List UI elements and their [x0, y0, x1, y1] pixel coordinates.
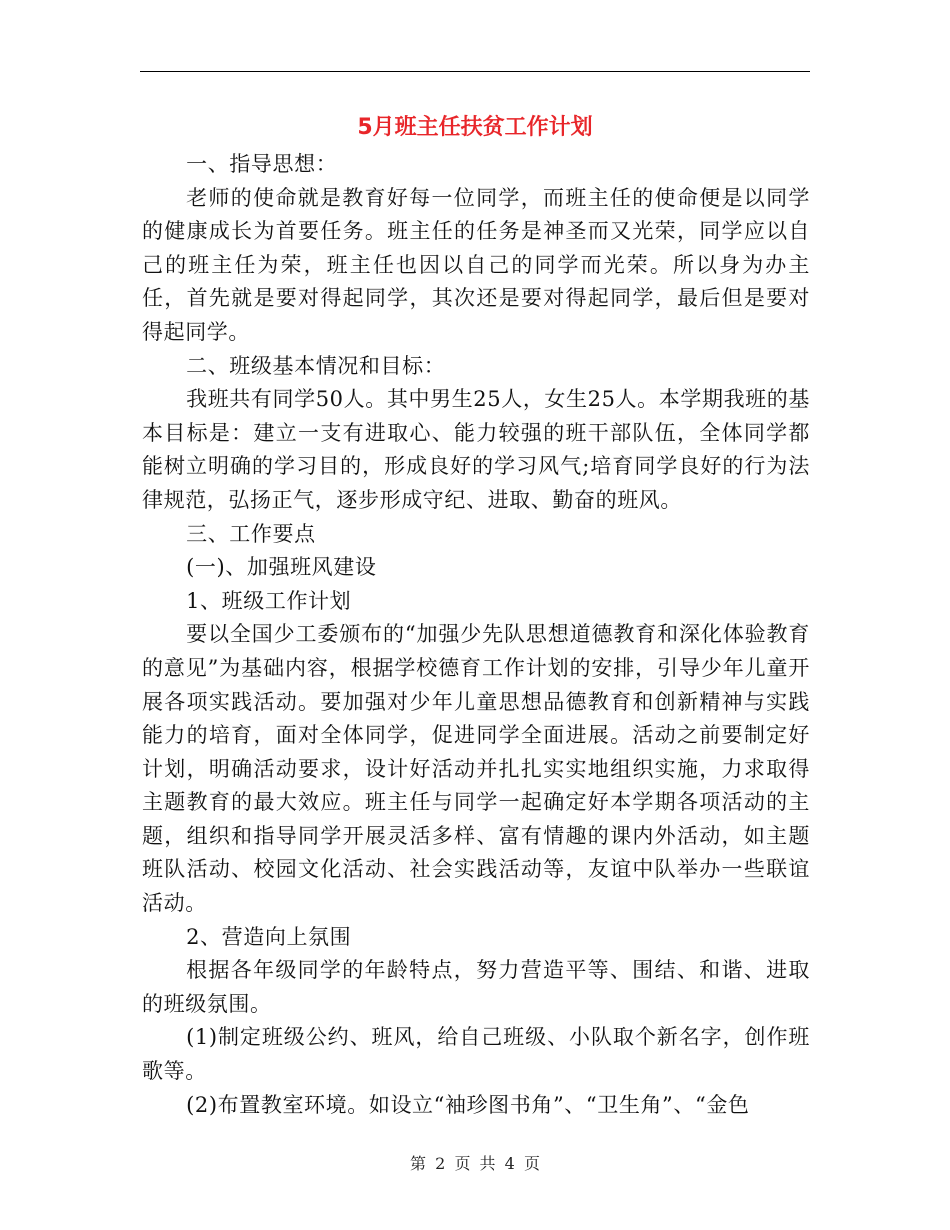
section-heading-guiding-ideology: 一、指导思想： [186, 152, 338, 176]
section-heading-work-points: 三、工作要点 [186, 521, 316, 546]
section-heading-class-situation: 二、班级基本情况和目标： [186, 353, 446, 378]
header-rule [140, 71, 810, 72]
list-item: (2)布置教室环境。如设立“袖珍图书角”、“卫生角”、“金色 [186, 1092, 750, 1117]
footer-total-prefix: 共 [479, 1154, 496, 1173]
body-paragraph: 要以全国少工委颁布的“加强少先队思想道德教育和深化体验教育的意见”为基础内容，根据学校德育工作计划的安排，引导少年儿童开展各项实践活动。要加强对少年儿童思想品德教育和创新精神与实践能力的培育，面对全体同学，促进同学全面进展。活动之前要制定好计划，明确活动要求，设计好活动并扎扎实实地组织实施，力求取得主题教育的最大效应。班主任与同学一起确定好本学期各项活动的主题，组织和指导同学开展灵活多样、富有情趣的课内外活动，如主题班队活动、校园文化活动、社会实践活动等，友谊中队举办一些联谊活动。 [142, 622, 810, 916]
body-paragraph: 我班共有同学50人。其中男生25人，女生25人。本学期我班的基本目标是：建立一支有进取心、能力较强的班干部队伍，全体同学都能树立明确的学习目的，形成良好的学习风气;培育同学良好的行为法律规范，弘扬正气，逐步形成守纪、进取、勤奋的班风。 [142, 387, 810, 512]
footer-total-pages: 4 [504, 1154, 515, 1173]
subsection-heading: (一)、加强班风建设 [186, 555, 377, 580]
body-paragraph: 老师的使命就是教育好每一位同学，而班主任的使命便是以同学的健康成长为首要任务。班主任的任务是神圣而又光荣，同学应以自己的班主任为荣，班主任也因以自己的同学而光荣。所以身为办主任，首先就是要对得起同学，其次还是要对得起同学，最后但是要对得起同学。 [142, 185, 810, 344]
footer-page-number: 2 [435, 1154, 446, 1173]
footer-prefix: 第 [410, 1154, 427, 1173]
footer-page-unit: 页 [454, 1154, 471, 1173]
subsection-heading: 1、班级工作计划 [186, 588, 352, 613]
page-footer [0, 1152, 950, 1176]
subsection-heading: 2、营造向上氛围 [186, 924, 352, 949]
document-body [142, 148, 810, 1122]
footer-total-unit: 页 [523, 1154, 540, 1173]
list-item: (1)制定班级公约、班风，给自己班级、小队取个新名字，创作班歌等。 [142, 1025, 810, 1084]
body-paragraph: 根据各年级同学的年龄特点，努力营造平等、围结、和谐、进取的班级氛围。 [142, 958, 810, 1016]
document-title: 5月班主任扶贫工作计划 [357, 115, 593, 140]
